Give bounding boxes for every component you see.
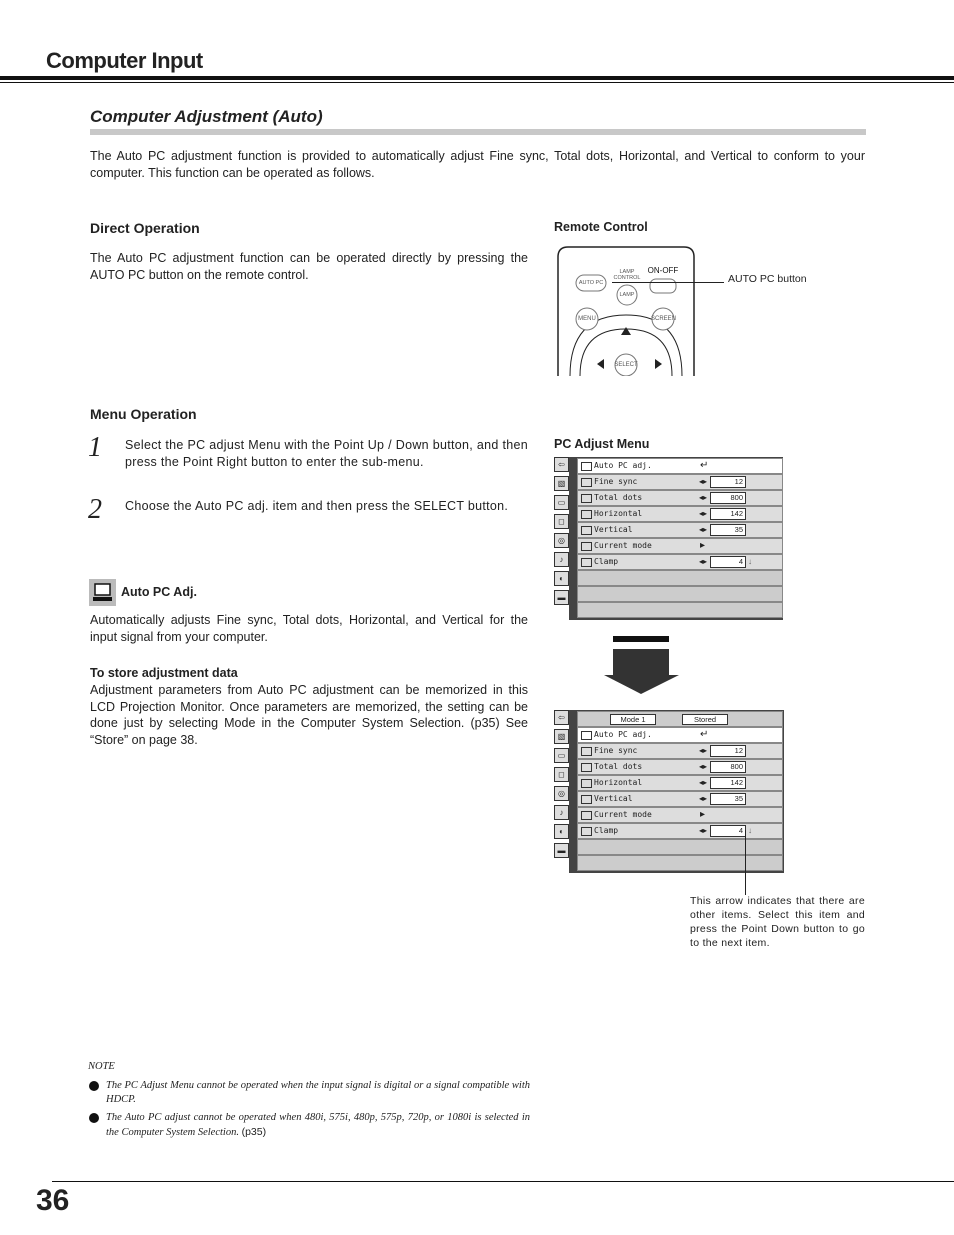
menu-item-clamp[interactable]: Clamp ◂▸ 4 ↓ <box>577 554 783 570</box>
current-mode-icon <box>581 542 592 551</box>
stored-field[interactable]: Stored <box>682 714 728 725</box>
auto-pc-adj-text: Automatically adjusts Fine sync, Total dots, Horizontal, and Vertical for the input signal from your computer. <box>90 613 528 644</box>
note-title: NOTE <box>88 1061 115 1072</box>
menu-mode-row <box>577 711 783 727</box>
store-heading: To store adjustment data <box>90 666 238 680</box>
horizontal-icon <box>581 510 592 519</box>
down-arrow-icon: ↓ <box>748 826 752 835</box>
fine-sync-icon <box>581 478 592 487</box>
total-dots-icon <box>581 494 592 503</box>
fine-sync-icon <box>581 747 592 756</box>
menu-empty-row <box>577 839 783 855</box>
right-arrow-icon: ▸ <box>700 809 706 820</box>
menu-operation-heading: Menu Operation <box>90 406 197 422</box>
step-2-number: 2 <box>88 494 102 525</box>
on-off-label: ON-OFF <box>647 266 679 275</box>
input-icon[interactable]: ⇦ <box>554 457 569 472</box>
pc-adjust-menu-1 <box>554 457 784 620</box>
note-item-2: The Auto PC adjust cannot be operated when 480i, 575i, 480p, 575p, 720p, or 1080i is selected in the Computer System Selection. (p35) <box>106 1112 530 1138</box>
remote-control-illustration <box>556 245 696 376</box>
left-right-arrow-icon: ◂▸ <box>699 509 708 518</box>
left-right-arrow-icon: ◂▸ <box>699 493 708 502</box>
footer-rule <box>52 1181 954 1182</box>
left-right-arrow-icon: ◂▸ <box>699 525 708 534</box>
setting-icon[interactable]: ◎ <box>554 786 569 801</box>
menu-item-auto-pc-adj[interactable]: Auto PC adj. ↵ <box>577 458 783 474</box>
select-button-label: SELECT <box>614 362 638 368</box>
menu-empty-row <box>577 570 783 586</box>
left-right-arrow-icon: ◂▸ <box>699 794 708 803</box>
auto-pc-icon <box>581 462 592 471</box>
subsection-bar <box>90 129 866 135</box>
intro-text: The Auto PC adjustment function is provided to automatically adjust Fine sync, Total dots, Horizontal, and Vertical to conform to your computer. This function can be operated as follows. <box>90 149 865 180</box>
menu-item-horizontal[interactable]: Horizontal ◂▸ 142 <box>577 775 783 791</box>
sound-icon[interactable]: ♪ <box>554 552 569 567</box>
menu-button-label: MENU <box>578 316 596 322</box>
menu-item-fine-sync[interactable]: Fine sync ◂▸ 12 <box>577 474 783 490</box>
pc-adjust-icon[interactable]: ▭ <box>554 495 569 510</box>
total-dots-icon <box>581 763 592 772</box>
step-1-text: Select the PC adjust Menu with the Point Up / Down button, and then press the Point Right button to enter the sub-menu. <box>125 438 528 469</box>
clamp-icon <box>581 558 592 567</box>
menu-item-total-dots[interactable]: Total dots ◂▸ 800 <box>577 490 783 506</box>
vertical-icon <box>581 526 592 535</box>
page-number: 36 <box>36 1184 70 1217</box>
pc-adjust-menu-2 <box>554 710 785 873</box>
menu-item-current-mode[interactable]: Current mode ▸ <box>577 807 783 823</box>
menu-1-panel <box>569 457 783 620</box>
clamp-icon <box>581 827 592 836</box>
arrow-note-text: This arrow indicates that there are other items. Select this item and press the Point Down button to go to the next item. <box>690 895 865 949</box>
info-icon[interactable]: ▬ <box>554 843 569 858</box>
menu-empty-row <box>577 602 783 618</box>
header-rule-thin <box>0 82 954 83</box>
down-arrow-icon: ↓ <box>748 557 752 566</box>
mode-field[interactable]: Mode 1 <box>610 714 656 725</box>
left-right-arrow-icon: ◂▸ <box>699 746 708 755</box>
header-rule <box>0 76 954 80</box>
menu-item-vertical[interactable]: Vertical ◂▸ 35 <box>577 522 783 538</box>
section-title: Computer Input <box>46 48 203 73</box>
left-right-arrow-icon: ◂▸ <box>699 826 708 835</box>
left-right-arrow-icon: ◂▸ <box>699 477 708 486</box>
auto-pc-adj-heading: Auto PC Adj. <box>121 585 197 599</box>
language-icon[interactable]: ◐ <box>554 824 569 839</box>
lamp-control-label: LAMP CONTROL <box>613 269 641 281</box>
menu-2-sidebar <box>554 710 569 873</box>
lamp-button-label: LAMP <box>619 292 635 298</box>
language-icon[interactable]: ◐ <box>554 571 569 586</box>
menu-item-clamp[interactable]: Clamp ◂▸ 4 ↓ <box>577 823 783 839</box>
left-right-arrow-icon: ◂▸ <box>699 778 708 787</box>
menu-item-horizontal[interactable]: Horizontal ◂▸ 142 <box>577 506 783 522</box>
vertical-icon <box>581 795 592 804</box>
auto-pc-adj-icon <box>89 579 116 606</box>
step-1-number: 1 <box>88 432 102 463</box>
right-arrow-icon: ▸ <box>700 540 706 551</box>
direct-operation-text: The Auto PC adjustment function can be operated directly by pressing the AUTO PC button on the remote control. <box>90 251 528 282</box>
menu-item-total-dots[interactable]: Total dots ◂▸ 800 <box>577 759 783 775</box>
setting-icon[interactable]: ◎ <box>554 533 569 548</box>
pc-adjust-menu-heading: PC Adjust Menu <box>554 437 650 451</box>
menu-item-auto-pc-adj[interactable]: Auto PC adj. ↵ <box>577 727 783 743</box>
screen-icon[interactable]: ◻ <box>554 514 569 529</box>
pc-adjust-icon[interactable]: ▭ <box>554 748 569 763</box>
menu-empty-row <box>577 855 783 871</box>
menu-item-current-mode[interactable]: Current mode ▸ <box>577 538 783 554</box>
store-text: Adjustment parameters from Auto PC adjustment can be memorized in this LCD Projection Monitor. Once parameters are memorized, the setting can be done just by selecting Mode in the Computer System Selection. (p35) See “Store” on page 38. <box>90 683 528 747</box>
menu-empty-row <box>577 586 783 602</box>
auto-pc-button-callout: AUTO PC button <box>728 273 807 285</box>
left-right-arrow-icon: ◂▸ <box>699 762 708 771</box>
horizontal-icon <box>581 779 592 788</box>
menu-2-panel <box>569 710 784 873</box>
screen-icon[interactable]: ◻ <box>554 767 569 782</box>
menu-1-sidebar <box>554 457 569 620</box>
auto-pc-icon <box>581 731 592 740</box>
menu-item-vertical[interactable]: Vertical ◂▸ 35 <box>577 791 783 807</box>
input-icon[interactable]: ⇦ <box>554 710 569 725</box>
direct-operation-heading: Direct Operation <box>90 220 200 236</box>
screen-button-label: SCREEN <box>651 316 677 322</box>
menu-item-fine-sync[interactable]: Fine sync ◂▸ 12 <box>577 743 783 759</box>
image-icon[interactable]: ▧ <box>554 476 569 491</box>
left-right-arrow-icon: ◂▸ <box>699 557 708 566</box>
step-2-text: Choose the Auto PC adj. item and then press the SELECT button. <box>125 499 509 513</box>
remote-control-heading: Remote Control <box>554 220 648 234</box>
image-icon[interactable]: ▧ <box>554 729 569 744</box>
arrow-note-line <box>745 830 746 895</box>
current-mode-icon <box>581 811 592 820</box>
subsection-title: Computer Adjustment (Auto) <box>90 107 323 126</box>
bullet-icon <box>89 1081 99 1091</box>
note-item-1: The PC Adjust Menu cannot be operated when the input signal is digital or a signal compatible with HDCP. <box>106 1080 530 1105</box>
callout-line <box>612 282 724 283</box>
info-icon[interactable]: ▬ <box>554 590 569 605</box>
enter-icon: ↵ <box>700 729 709 740</box>
transition-arrow-icon <box>604 636 679 696</box>
sound-icon[interactable]: ♪ <box>554 805 569 820</box>
enter-icon: ↵ <box>700 460 709 471</box>
bullet-icon <box>89 1113 99 1123</box>
note-item-2-ref: (p35) <box>241 1126 267 1138</box>
auto-pc-button-label: AUTO PC <box>578 280 604 286</box>
